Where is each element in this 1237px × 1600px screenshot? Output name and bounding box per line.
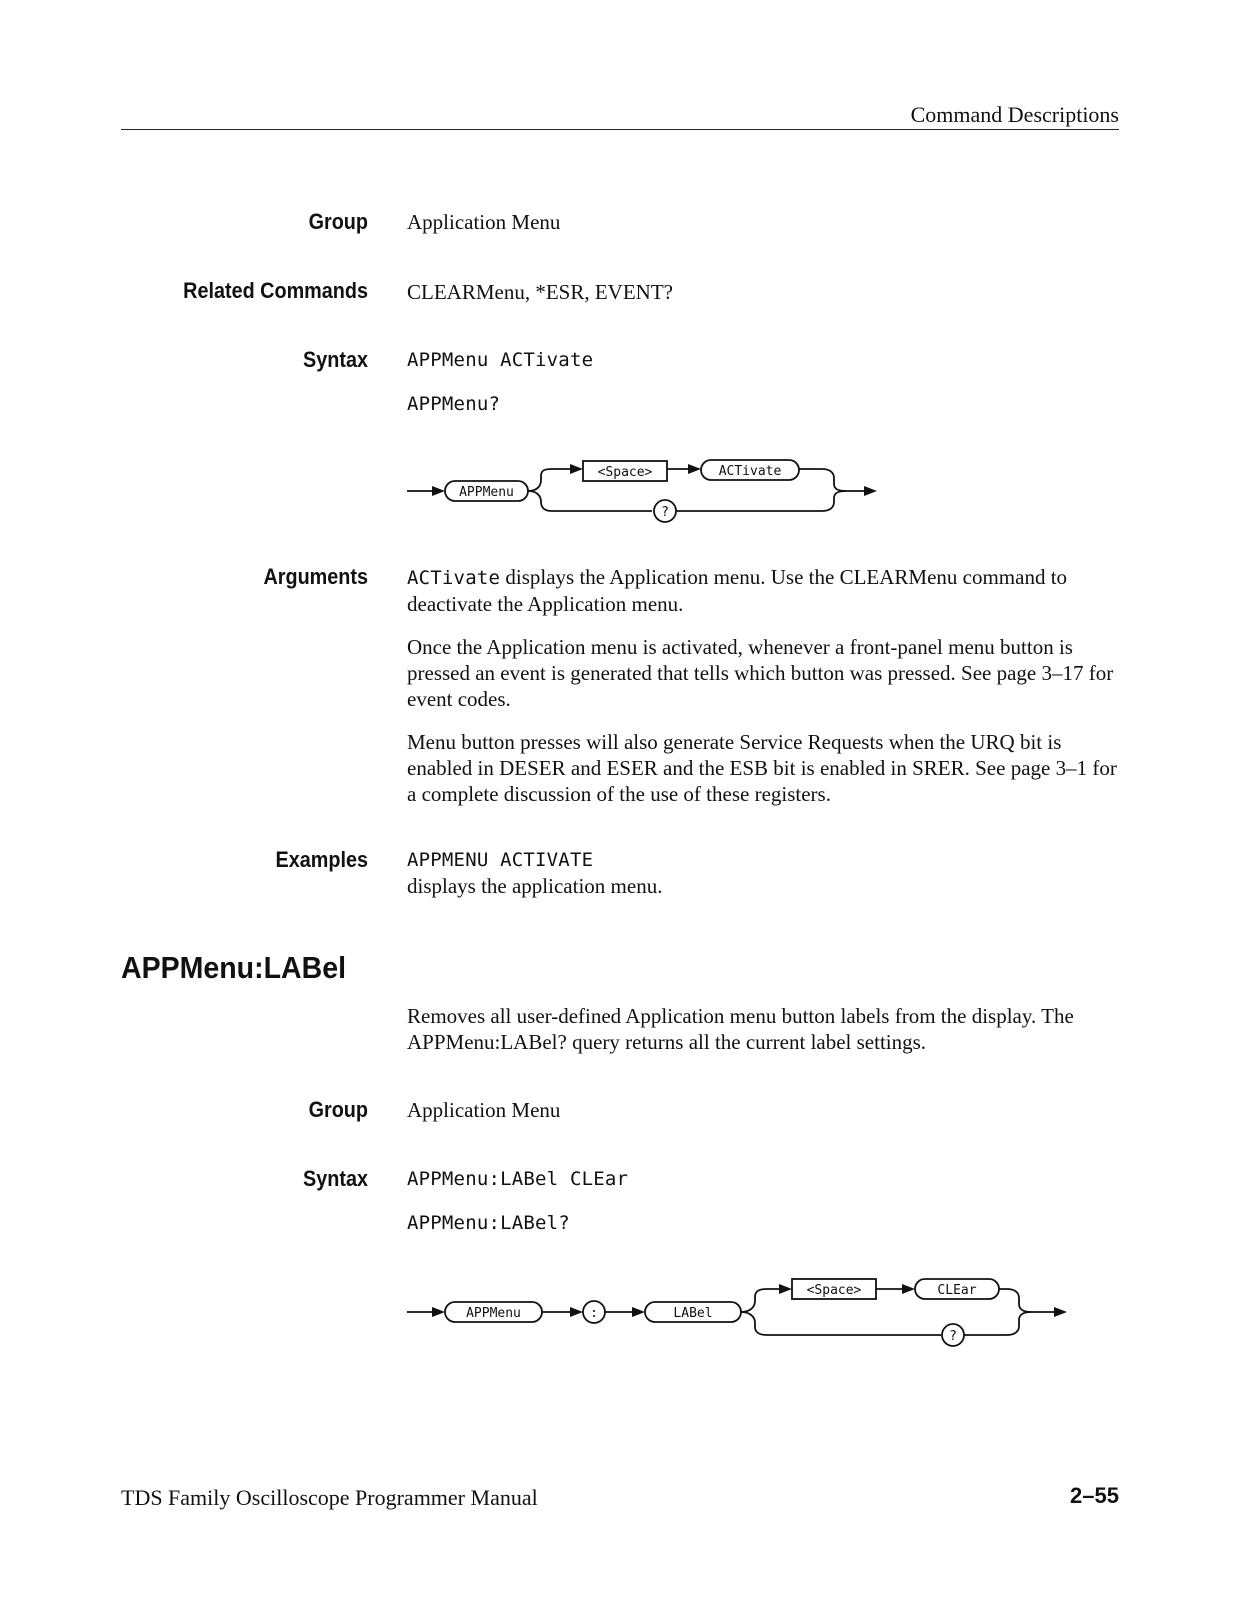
footer-manual-title: TDS Family Oscilloscope Programmer Manual	[121, 1485, 538, 1510]
diagram-node-query: ?	[949, 1329, 957, 1344]
diagram-node-space: <Space>	[597, 465, 653, 480]
arguments-paragraph	[407, 564, 1119, 617]
command-title: APPMenu:LABel	[121, 950, 347, 985]
syntax-diagram	[0, 0, 1237, 600]
page-number: 2–55	[1070, 1483, 1119, 1508]
syntax-diagram	[0, 1250, 1237, 1370]
syntax-line: APPMenu ACTivate	[407, 349, 594, 371]
group-label: Group	[308, 209, 368, 234]
group-value: Application Menu	[407, 210, 561, 234]
arguments-paragraph: Menu button presses will also generate Service Requests when the URQ bit is enabled in DESER and ESER and the ESB bit is enabled in SRER. See page 3–1 for a complete discussion of the use of these registers.	[407, 730, 1117, 806]
related-commands-value: CLEARMenu, *ESR, EVENT?	[407, 280, 673, 304]
syntax-line: APPMenu?	[407, 393, 501, 415]
examples-label: Examples	[275, 847, 368, 872]
syntax-label: Syntax	[303, 347, 368, 372]
running-header: Command Descriptions	[910, 102, 1119, 127]
arguments-text	[407, 564, 1119, 824]
diagram-node-space: <Space>	[806, 1283, 862, 1298]
diagram-node-query: ?	[661, 505, 669, 520]
argument-description: displays the Application menu. Use the CLEARMenu command to deactivate the Application menu.	[407, 565, 1068, 616]
diagram-node-appmenu: APPMenu	[459, 485, 514, 500]
argument-term: ACTivate	[407, 567, 501, 589]
related-commands-label: Related Commands	[183, 278, 368, 303]
diagram-node-activate: ACTivate	[718, 464, 782, 479]
diagram-node-label: LABel	[673, 1306, 713, 1321]
syntax-line: APPMenu:LABel CLEar	[407, 1168, 629, 1190]
syntax-label: Syntax	[303, 1166, 368, 1191]
arguments-paragraph: Once the Application menu is activated, whenever a front-panel menu button is pressed an event is generated that tells which button was pressed. See page 3–17 for event codes.	[407, 635, 1114, 711]
group-value: Application Menu	[407, 1098, 561, 1122]
example-description: displays the application menu.	[407, 874, 663, 898]
arguments-label: Arguments	[263, 564, 368, 589]
diagram-node-colon: :	[590, 1306, 598, 1321]
syntax-line: APPMenu:LABel?	[407, 1212, 570, 1234]
diagram-node-clear: CLEar	[937, 1283, 977, 1298]
command-description: Removes all user-defined Application menu button labels from the display. The APPMenu:LABel? query returns all the current label settings.	[407, 1004, 1074, 1054]
example-code: APPMENU ACTIVATE	[407, 849, 594, 871]
group-label: Group	[308, 1097, 368, 1122]
diagram-node-appmenu: APPMenu	[466, 1306, 521, 1321]
